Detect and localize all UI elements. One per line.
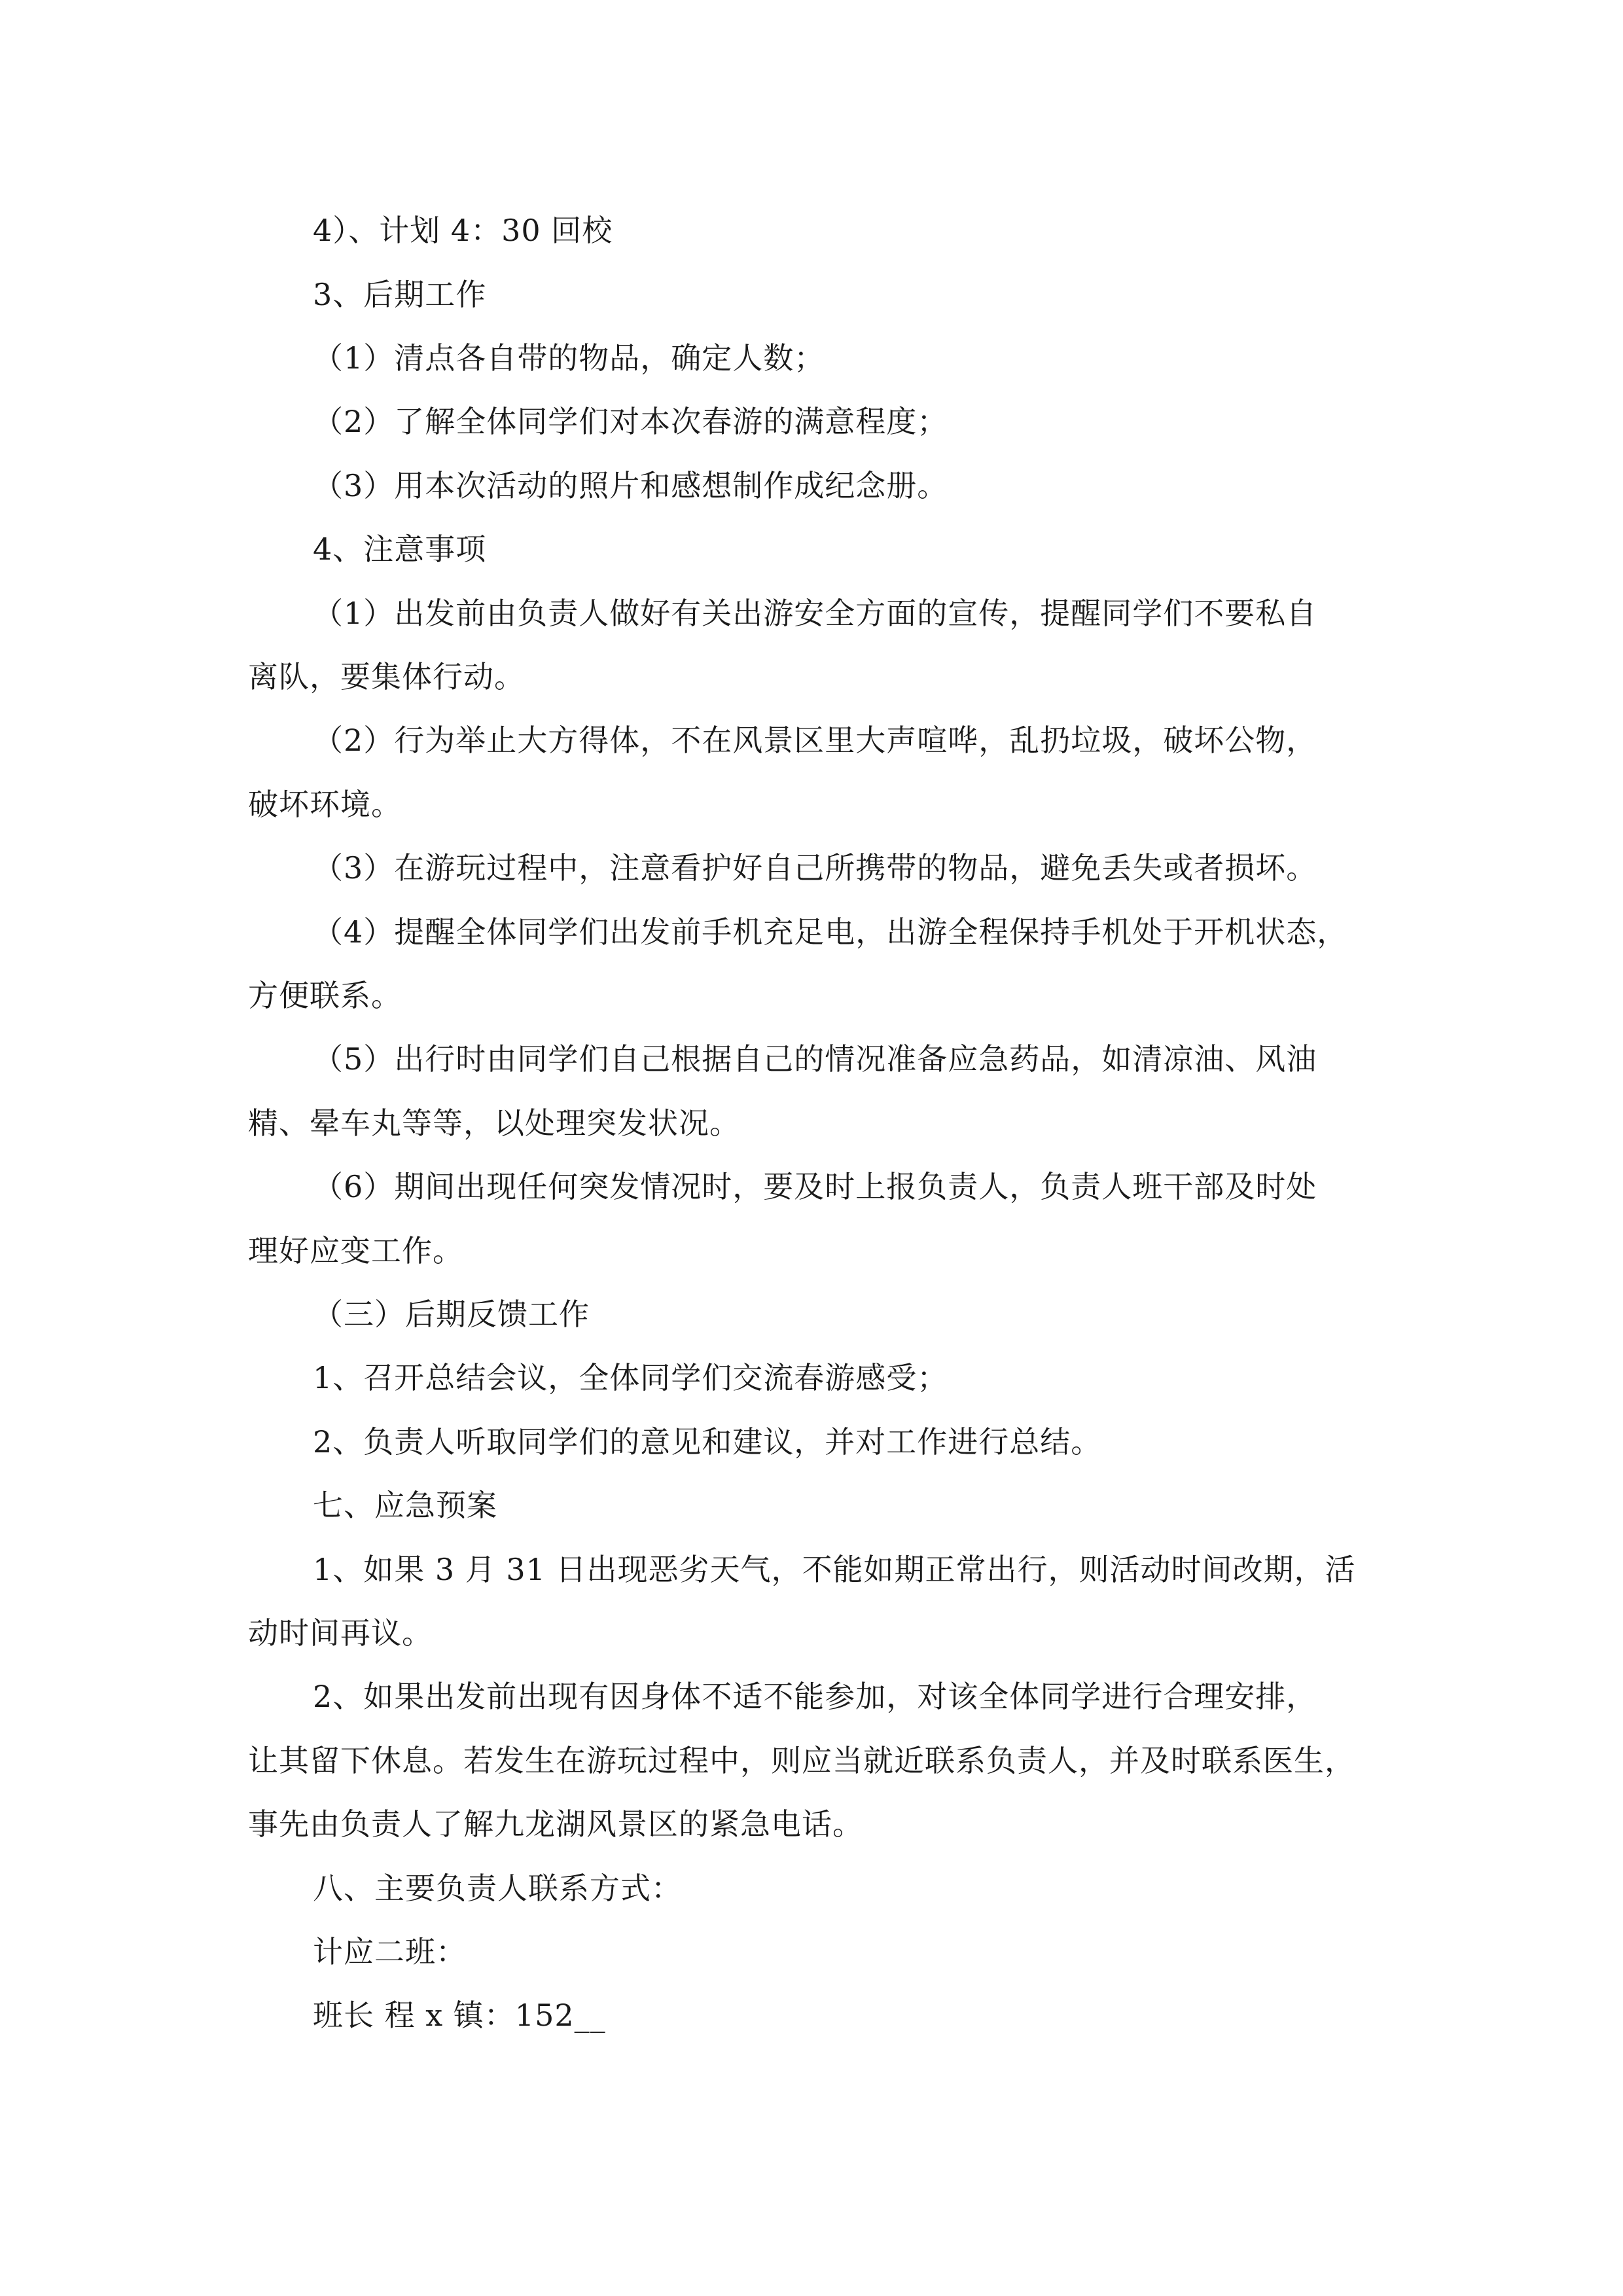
text-line: （3）在游玩过程中，注意看护好自己所携带的物品，避免丢失或者损坏。 <box>313 850 1317 886</box>
text-line: 1、如果 3 月 31 日出现恶劣天气，不能如期正常出行，则活动时间改期，活 <box>313 1552 1356 1587</box>
text-line: 1、召开总结会议，全体同学们交流春游感受； <box>313 1360 948 1395</box>
text-line: 离队，要集体行动。 <box>248 659 525 694</box>
text-line: 让其留下休息。若发生在游玩过程中，则应当就近联系负责人，并及时联系医生， <box>248 1743 1355 1778</box>
text-line: 破坏环境。 <box>248 787 402 822</box>
text-line: （4）提醒全体同学们出发前手机充足电，出游全程保持手机处于开机状态， <box>313 914 1348 950</box>
text-line: 4）、计划 4：30 回校 <box>313 213 613 248</box>
text-line: （1）出发前由负责人做好有关出游安全方面的宣传，提醒同学们不要私自 <box>313 596 1317 631</box>
text-line: 事先由负责人了解九龙湖风景区的紧急电话。 <box>248 1806 863 1842</box>
section-heading: （三）后期反馈工作 <box>313 1297 590 1332</box>
section-heading: 七、应急预案 <box>313 1488 497 1523</box>
text-line: 理好应变工作。 <box>248 1233 463 1268</box>
text-line: 2、负责人听取同学们的意见和建议，并对工作进行总结。 <box>313 1424 1102 1460</box>
text-line: 精、晕车丸等等，以处理突发状况。 <box>248 1105 740 1141</box>
section-heading: 八、主要负责人联系方式： <box>313 1871 682 1906</box>
section-heading: 3、后期工作 <box>313 277 487 312</box>
section-heading: 4、注意事项 <box>313 531 487 567</box>
text-line: 班长 程 x 镇：152__ <box>313 1998 606 2033</box>
text-line: （2）行为举止大方得体，不在风景区里大声喧哗，乱扔垃圾，破坏公物， <box>313 723 1317 758</box>
text-line: （3）用本次活动的照片和感想制作成纪念册。 <box>313 468 948 503</box>
text-line: 2、如果出发前出现有因身体不适不能参加，对该全体同学进行合理安排， <box>313 1679 1317 1714</box>
text-line: 计应二班： <box>313 1934 467 1969</box>
text-line: （6）期间出现任何突发情况时，要及时上报负责人，负责人班干部及时处 <box>313 1169 1317 1204</box>
text-line: 方便联系。 <box>248 978 402 1013</box>
text-line: （5）出行时由同学们自己根据自己的情况准备应急药品，如清凉油、风油 <box>313 1041 1317 1077</box>
text-line: 动时间再议。 <box>248 1615 433 1651</box>
text-line: （1）清点各自带的物品，确定人数； <box>313 340 825 376</box>
text-line: （2）了解全体同学们对本次春游的满意程度； <box>313 404 948 439</box>
